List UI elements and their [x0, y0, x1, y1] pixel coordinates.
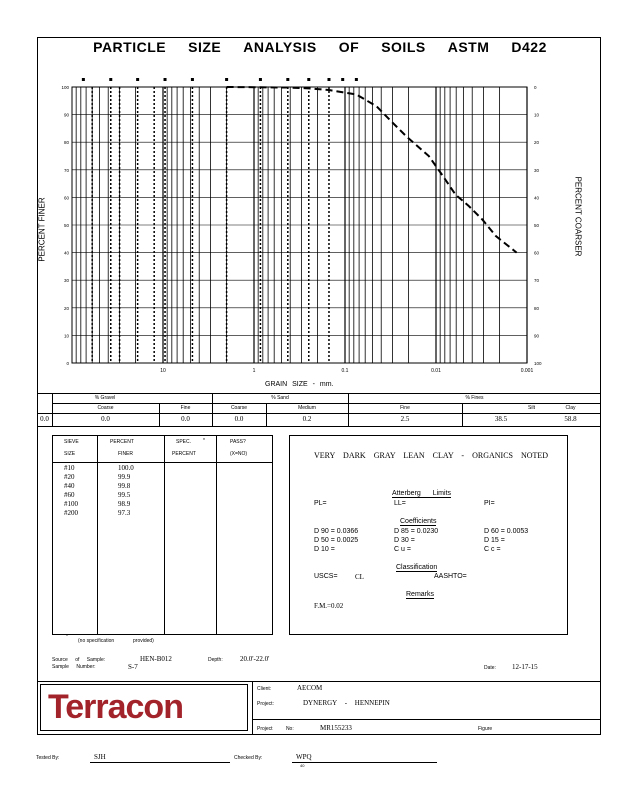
y-axis-label-left: PERCENT FINER: [37, 197, 47, 262]
client-value: AECOM: [297, 684, 323, 692]
sieve-col-head: SIZE: [64, 451, 76, 457]
y-tick-label-right: 20: [534, 140, 540, 146]
percent-finer: 97.3: [118, 509, 131, 517]
y-tick-label-right: 60: [534, 250, 540, 256]
tested-by-label: Tested By:: [36, 755, 60, 761]
footnote: (no specification: [78, 638, 115, 644]
gravel-header: % Gravel: [94, 395, 116, 401]
percent-finer: 100.0: [118, 464, 134, 472]
percent-finer: 99.5: [118, 491, 131, 499]
y-axis-label-right: PERCENT COARSER: [573, 176, 583, 257]
x-axis-label: GRAIN SIZE - mm.: [265, 381, 334, 388]
y-tick-label-right: 90: [534, 333, 540, 339]
sand-fine-header: Fine: [400, 405, 410, 411]
y-tick-label-right: 80: [534, 305, 540, 311]
sand-medium-header: Medium: [298, 405, 316, 411]
spec-col-head: SPEC.: [176, 439, 192, 445]
spec-star: *: [203, 438, 205, 444]
gradation-value: 0.0: [234, 415, 244, 423]
y-tick-label-right: 100: [534, 361, 542, 366]
sieve-table: [52, 435, 273, 635]
sample-label: Sample Number:: [52, 664, 96, 670]
page-number: 40: [300, 763, 305, 768]
date-label: Date:: [484, 665, 496, 671]
y-tick-label-right: 70: [534, 278, 540, 284]
checked-by-label: Checked By:: [234, 755, 263, 761]
sieve-marker: [225, 78, 228, 81]
sieve-marker: [327, 78, 330, 81]
grain-size-chart: [37, 60, 601, 400]
uscs-label: USCS=: [314, 573, 338, 580]
sieve-marker: [109, 78, 112, 81]
sand-coarse-header: Coarse: [230, 405, 248, 411]
x-tick-label: 10: [160, 368, 166, 374]
atterberg-title: Atterberg Limits: [392, 490, 452, 497]
sieve-marker: [341, 78, 344, 81]
checked-by-value: WPQ: [296, 753, 312, 761]
tested-by-value: SJH: [94, 753, 106, 761]
sieve-size: #10: [64, 464, 75, 472]
y-tick-label-right: 50: [534, 223, 540, 228]
gradation-value: 2.5: [400, 415, 410, 423]
sieve-marker: [82, 78, 85, 81]
finer-col-head: PERCENT: [110, 439, 134, 445]
gradation-value: 58.8: [564, 415, 577, 423]
uscs-value: CL: [355, 573, 364, 581]
gravel-fine-header: Fine: [180, 405, 191, 411]
sieve-size: #20: [64, 473, 75, 481]
sieve-size: #40: [64, 482, 75, 490]
pl-field: PL=: [314, 500, 327, 507]
sieve-size: #100: [64, 500, 78, 508]
y-tick-label-left: 80: [63, 140, 69, 146]
gradation-value: 0.2: [302, 415, 312, 423]
client-label: Client:: [257, 686, 272, 692]
y-tick-label-right: 10: [534, 112, 540, 118]
sieve-marker: [136, 78, 139, 81]
d15-value: D 15 =: [484, 537, 505, 544]
depth-value: 20.0'-22.0': [240, 655, 270, 663]
project-value: DYNERGY - HENNEPIN: [303, 699, 390, 707]
y-tick-label-left: 70: [63, 167, 69, 173]
d50-value: D 50 = 0.0025: [314, 537, 359, 544]
silt-header: Silt: [528, 405, 535, 411]
sieve-marker: [307, 78, 310, 81]
cu-value: C u =: [394, 546, 411, 553]
sample-number: S-7: [128, 663, 138, 671]
sieve-size: #200: [64, 509, 78, 517]
spec-col-head: PERCENT: [172, 451, 196, 457]
d90-value: D 90 = 0.0366: [314, 528, 359, 535]
d60-value: D 60 = 0.0053: [484, 528, 529, 535]
figure-label: Figure: [478, 726, 493, 732]
x-tick-label: 0.001: [520, 368, 534, 374]
y-tick-label-left: 30: [63, 278, 69, 284]
y-tick-label-left: 40: [63, 250, 69, 256]
coefficients-title: Coefficients: [400, 518, 437, 525]
y-tick-label-left: 0: [66, 361, 69, 366]
date-value: 12-17-15: [512, 663, 538, 671]
sieve-marker: [259, 78, 262, 81]
sieve-col-head: SIEVE: [64, 439, 79, 445]
remarks-title: Remarks: [406, 591, 435, 598]
gradation-value: 38.5: [494, 415, 508, 423]
sieve-marker: [191, 78, 194, 81]
y-tick-label-left: 60: [63, 195, 69, 201]
x-tick-label: 1: [252, 368, 256, 374]
gradation-value: 0.0: [40, 415, 49, 423]
d10-value: D 10 =: [314, 546, 335, 553]
d85-value: D 85 = 0.0230: [394, 528, 439, 535]
source-value: HEN-B012: [140, 655, 172, 663]
classification-title: Classification: [396, 564, 438, 571]
sand-header: % Sand: [271, 395, 289, 401]
gradation-value: 0.0: [181, 415, 190, 423]
y-tick-label-left: 90: [63, 112, 69, 118]
y-tick-label-left: 10: [63, 333, 69, 339]
pass-col-head: (X=NO): [230, 451, 248, 457]
pi-field: PI=: [484, 500, 495, 507]
clay-header: Clay: [565, 405, 576, 411]
chart-grid: [72, 87, 527, 363]
gradation-value: 0.0: [101, 415, 110, 423]
sieve-marker: [355, 78, 358, 81]
sieve-marker: [164, 78, 167, 81]
depth-label: Depth:: [208, 657, 223, 663]
project-label: Project:: [257, 701, 274, 707]
percent-finer: 98.9: [118, 500, 131, 508]
material-description: VERY DARK GRAY LEAN CLAY - ORGANICS NOTED: [314, 451, 549, 460]
fines-header: % Fines: [465, 395, 484, 401]
y-tick-label-right: 40: [534, 195, 540, 201]
x-tick-label: 0.1: [341, 368, 349, 374]
ll-field: LL=: [394, 500, 406, 507]
y-tick-label-right: 0: [534, 85, 537, 90]
report-title: PARTICLE SIZE ANALYSIS OF SOILS ASTM D422: [93, 39, 547, 55]
aashto-field: AASHTO=: [434, 573, 467, 580]
y-tick-label-left: 20: [63, 305, 69, 311]
terracon-logo: Terracon: [48, 688, 183, 726]
footnote: provided): [133, 638, 154, 644]
percent-finer: 99.8: [118, 482, 131, 490]
project-no-label: Project No:: [257, 726, 294, 732]
gravel-coarse-header: Coarse: [97, 405, 114, 411]
pass-col-head: PASS?: [230, 439, 246, 445]
sieve-marker: [286, 78, 289, 81]
source-label: Source of Sample:: [52, 657, 106, 663]
finer-col-head: FINER: [118, 451, 133, 457]
y-tick-label-left: 100: [61, 85, 69, 90]
d30-value: D 30 =: [394, 537, 415, 544]
sieve-size: #60: [64, 491, 75, 499]
cc-value: C c =: [484, 546, 501, 553]
x-tick-label: 0.01: [431, 368, 441, 374]
sieve-markers: [82, 78, 358, 81]
footnote-star: *: [66, 634, 68, 640]
percent-finer: 99.9: [118, 473, 131, 481]
project-no-value: MR155233: [320, 724, 352, 732]
y-tick-label-left: 50: [63, 223, 69, 228]
y-tick-label-right: 30: [534, 167, 540, 173]
fineness-modulus: F.M.=0.02: [314, 602, 344, 610]
